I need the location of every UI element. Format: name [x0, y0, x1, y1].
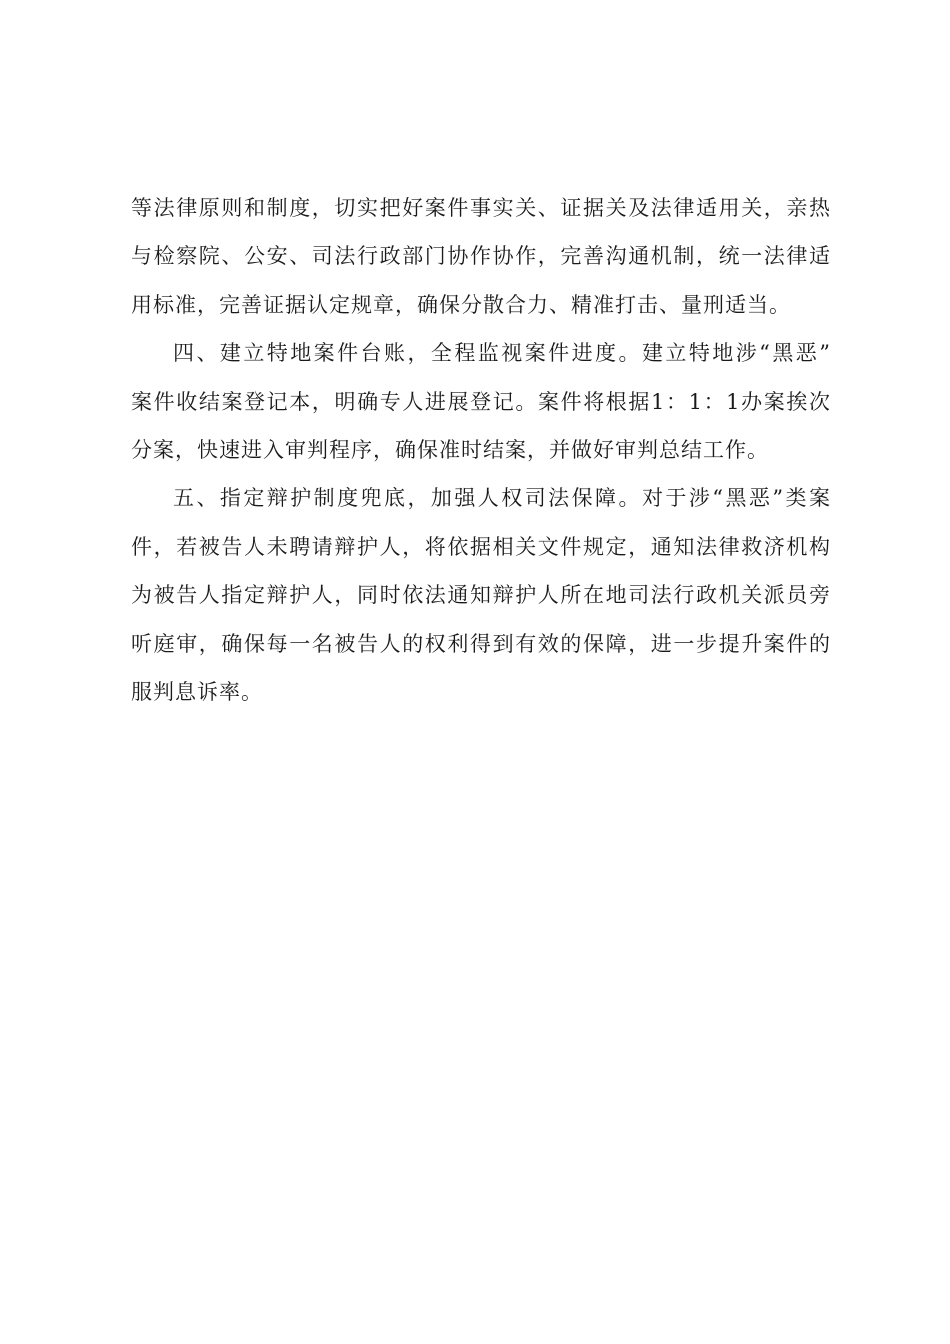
paragraph-line: 与检察院、公安、司法行政部门协作协作，完善沟通机制，统一法律适 — [131, 244, 831, 269]
paragraph-line: 件，若被告人未聘请辩护人，将依据相关文件规定，通知法律救济机构 — [131, 534, 831, 559]
paragraph-line: 分案，快速进入审判程序，确保准时结案，并做好审判总结工作。 — [131, 437, 769, 462]
paragraph-line: 五、指定辩护制度兜底，加强人权司法保障。对于涉“黑恶”类案 — [173, 486, 831, 511]
paragraph-line: 等法律原则和制度，切实把好案件事实关、证据关及法律适用关，亲热 — [131, 196, 831, 220]
paragraph-case-ledger — [131, 329, 831, 474]
paragraph-line: 案件收结案登记本，明确专人进展登记。案件将根据1：1：1办案挨次 — [131, 389, 831, 414]
paragraph-designated-defense — [131, 474, 831, 716]
paragraph-line: 四、建立特地案件台账，全程监视案件进度。建立特地涉“黑恶” — [173, 341, 831, 366]
paragraph-line: 为被告人指定辩护人，同时依法通知辩护人所在地司法行政机关派员旁 — [131, 583, 831, 608]
paragraph-line: 用标准，完善证据认定规章，确保分散合力、精准打击、量刑适当。 — [131, 292, 791, 317]
paragraph-line: 服判息诉率。 — [131, 679, 263, 704]
paragraph-legal-principles — [131, 184, 831, 329]
paragraph-line: 听庭审，确保每一名被告人的权利得到有效的保障，进一步提升案件的 — [131, 631, 831, 656]
document-body — [131, 184, 831, 716]
